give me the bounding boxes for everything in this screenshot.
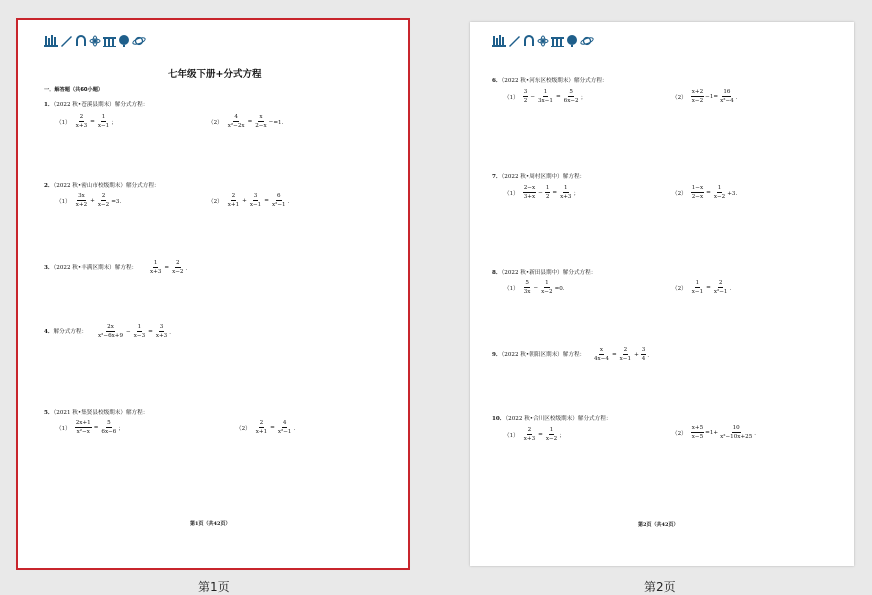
- equation-3: $\frac{1}{x+3}$ = $\frac{2}{x-2}$ ．: [150, 260, 192, 275]
- question-text: 解方程：: [125, 410, 149, 416]
- question-10: [492, 414, 611, 422]
- part-label: （1）: [504, 285, 519, 292]
- section-heading: 一．解答题（共60小题）: [44, 87, 104, 93]
- fraction: $\frac{5}{3x}$: [523, 280, 531, 295]
- fraction: $\frac{x}{4x-4}$: [594, 347, 609, 362]
- fraction: $\frac{6}{\text{x²−1}}$: [271, 193, 286, 208]
- planet-icon: [580, 35, 594, 47]
- part-label: （1）: [504, 432, 519, 439]
- page-number-label-2: 第2页: [644, 580, 676, 594]
- equation-4: $\frac{2x}{\text{x²−6x+9}}$ − $\frac{1}{x-3}$ = $\frac{3}{x+3}$ ．: [98, 324, 175, 339]
- fraction: $\frac{5}{6x-6}$: [101, 420, 117, 435]
- fraction: $\frac{2}{x+1}$: [227, 193, 240, 208]
- question-3: [44, 263, 137, 271]
- question-2: [44, 181, 160, 189]
- question-source: （2022 秋•新田县期中）: [501, 270, 563, 276]
- question-source: （2022 秋•密山市校级期末）: [53, 183, 126, 189]
- part-label: （1）: [504, 94, 519, 101]
- fraction: $\frac{1-x}{2-x}$: [691, 185, 704, 200]
- document-title: 七年级下册+分式方程: [168, 69, 262, 80]
- equation-8-1: （1） $\frac{5}{3x}$ − $\frac{1}{x-2}$ =0．: [504, 280, 569, 295]
- fraction: $\frac{1}{2}$: [545, 185, 550, 200]
- part-label: （1）: [56, 119, 71, 126]
- fraction: $\frac{1}{x-3}$: [133, 324, 146, 339]
- question-source: （2022 秋•河东区校级期末）: [501, 78, 574, 84]
- equation-1-1: （1） $\frac{2}{x+3}$ = $\frac{1}{x-1}$ ；: [56, 114, 117, 129]
- question-number: 8．: [492, 270, 502, 276]
- question-6: [492, 76, 608, 84]
- publisher-logo: [492, 35, 594, 47]
- part-label: （2）: [236, 425, 251, 432]
- ruler-icon: [508, 35, 521, 47]
- fraction: $\frac{1}{x+3}$: [560, 185, 572, 200]
- fraction: $\frac{2}{x+3}$: [523, 427, 536, 442]
- question-source: （2022 秋•合川区校级期末）: [505, 416, 578, 422]
- atom-icon: [89, 35, 101, 47]
- question-text: 解分式方程：: [53, 329, 88, 335]
- equation-10-2: （2） $\frac{x+5}{x-5}$ =1+ $\frac{10}{\text{x²−10x+25}}$ ．: [672, 425, 760, 440]
- equation-8-2: （2） $\frac{1}{x-1}$ = $\frac{2}{\text{x²−1}}$ ．: [672, 280, 736, 295]
- fraction: $\frac{4}{\text{x²−1}}$: [277, 420, 292, 435]
- planet-icon: [132, 35, 146, 47]
- question-text: 解分式方程：: [577, 416, 612, 422]
- question-text: 解分式方程：: [562, 270, 597, 276]
- question-number: 1．: [44, 102, 54, 108]
- equation-7-2: （2） $\frac{1-x}{2-x}$ = $\frac{1}{x-2}$ +3．: [672, 185, 742, 200]
- part-label: （2）: [672, 94, 687, 101]
- bookshelf-icon: [492, 35, 506, 47]
- part-label: （1）: [56, 425, 71, 432]
- page-footer: 第1页（共42页）: [190, 521, 231, 527]
- fraction: $\frac{2-x}{3+x}$: [523, 185, 536, 200]
- question-text: 解方程：: [562, 352, 586, 358]
- fraction: $\frac{1}{x-1}$: [97, 114, 110, 129]
- publisher-logo: [44, 35, 146, 47]
- part-label: （2）: [672, 430, 687, 437]
- fraction: $\frac{x+2}{x-2}$: [691, 89, 704, 104]
- fraction: $\frac{2x+1}{\text{x²−x}}$: [75, 420, 91, 435]
- fraction: $\frac{2}{x+1}$: [255, 420, 268, 435]
- question-number: 5．: [44, 410, 54, 416]
- part-label: （2）: [208, 198, 223, 205]
- question-source: （2021 秋•集贤县校级期末）: [53, 410, 126, 416]
- fraction: $\frac{4}{\text{x²−2x}}$: [227, 114, 245, 129]
- question-source: （2022 秋•朝阳区期末）: [501, 352, 563, 358]
- equation-2-2: （2） $\frac{2}{x+1}$ + $\frac{3}{x-1}$ = $\frac{6}{\text{x²−1}}$ ．: [208, 193, 294, 208]
- fraction: $\frac{2}{x-2}$: [97, 193, 110, 208]
- equation-1-2: （2） $\frac{4}{\text{x²−2x}}$ = $\frac{x}{2-x}$ − =1．: [208, 114, 288, 129]
- question-9: [492, 350, 585, 358]
- part-label: （1）: [504, 190, 519, 197]
- fraction: $\frac{x}{2-x}$: [255, 114, 267, 129]
- fraction: $\frac{1}{x+3}$: [150, 260, 162, 275]
- question-number: 2．: [44, 183, 54, 189]
- question-8: [492, 268, 596, 276]
- fraction: $\frac{1}{3x-1}$: [538, 89, 553, 104]
- globe-icon: [118, 35, 130, 47]
- page-footer: 第2页（共42页）: [638, 522, 679, 528]
- question-number: 4．: [44, 329, 54, 335]
- question-number: 7．: [492, 174, 502, 180]
- question-text: 解分式方程：: [114, 102, 149, 108]
- bookshelf-icon: [44, 35, 58, 47]
- question-source: （2022 秋•苍溪县期末）: [53, 102, 115, 108]
- atom-icon: [537, 35, 549, 47]
- fraction: $\frac{2}{x-1}$: [619, 347, 632, 362]
- fraction: $\frac{x+5}{x-5}$: [691, 425, 704, 440]
- fraction: $\frac{10}{\text{x²−10x+25}}$: [720, 425, 753, 440]
- building-icon: [103, 35, 116, 47]
- question-text: 解分式方程：: [125, 183, 160, 189]
- fraction: $\frac{5}{6x-2}$: [563, 89, 579, 104]
- question-4: [44, 327, 87, 335]
- equation-2-1: （1） $\frac{3x}{x+2}$ + $\frac{2}{x-2}$ =3．: [56, 193, 126, 208]
- ruler-icon: [60, 35, 73, 47]
- fraction: $\frac{2}{x+3}$: [75, 114, 88, 129]
- magnet-icon: [75, 35, 87, 47]
- question-source: （2022 秋•周村区期中）: [501, 174, 563, 180]
- question-1: [44, 100, 148, 108]
- part-label: （2）: [672, 190, 687, 197]
- fraction: $\frac{2x}{\text{x²−6x+9}}$: [98, 324, 124, 339]
- magnet-icon: [523, 35, 535, 47]
- page-1[interactable]: [18, 20, 408, 568]
- page-number-label-1: 第1页: [198, 580, 230, 594]
- building-icon: [551, 35, 564, 47]
- fraction: $\frac{3}{x-1}$: [249, 193, 262, 208]
- question-number: 9．: [492, 352, 502, 358]
- question-text: 解方程：: [562, 174, 586, 180]
- question-source: （2022 秋•丰满区期末）: [53, 265, 115, 271]
- question-7: [492, 172, 585, 180]
- equation-6-2: （2） $\frac{x+2}{x-2}$ −1= $\frac{16}{\text{x²−4}}$ ．: [672, 89, 742, 104]
- fraction: $\frac{1}{x-1}$: [691, 280, 704, 295]
- part-label: （2）: [672, 285, 687, 292]
- part-label: （2）: [208, 119, 223, 126]
- equation-5-2: （2） $\frac{2}{x+1}$ = $\frac{4}{\text{x²−1}}$ ．: [236, 420, 300, 435]
- question-text: 解分式方程：: [573, 78, 608, 84]
- part-label: （1）: [56, 198, 71, 205]
- fraction: $\frac{16}{\text{x²−4}}$: [720, 89, 734, 104]
- fraction: $\frac{2}{x-2}$: [172, 260, 184, 275]
- fraction: $\frac{2}{\text{x²−1}}$: [713, 280, 728, 295]
- question-5: [44, 408, 148, 416]
- fraction: $\frac{3x}{x+2}$: [75, 193, 88, 208]
- fraction: $\frac{3}{4}$: [641, 347, 646, 362]
- fraction: $\frac{1}{x-2}$: [713, 185, 726, 200]
- equation-9: $\frac{x}{4x-4}$ = $\frac{2}{x-1}$ + $\frac{3}{4}$ ．: [594, 347, 653, 362]
- fraction: $\frac{3}{2}$: [523, 89, 528, 104]
- page-2[interactable]: [470, 22, 854, 566]
- fraction: $\frac{3}{x+3}$: [155, 324, 168, 339]
- globe-icon: [566, 35, 578, 47]
- fraction: $\frac{1}{x-2}$: [541, 280, 553, 295]
- question-text: 解方程：: [114, 265, 138, 271]
- equation-10-1: （1） $\frac{2}{x+3}$ = $\frac{1}{x-2}$ ；: [504, 427, 565, 442]
- fraction: $\frac{1}{x-2}$: [545, 427, 558, 442]
- question-number: 10．: [492, 416, 506, 422]
- question-number: 3．: [44, 265, 54, 271]
- equation-7-1: （1） $\frac{2-x}{3+x}$ − $\frac{1}{2}$ = $\frac{1}{x+3}$ ；: [504, 185, 580, 200]
- equation-5-1: （1） $\frac{2x+1}{\text{x²−x}}$ = $\frac{5}{6x-6}$ ；: [56, 420, 124, 435]
- question-number: 6．: [492, 78, 502, 84]
- equation-6-1: （1） $\frac{3}{2}$ − $\frac{1}{3x-1}$ = $\frac{5}{6x-2}$ ；: [504, 89, 587, 104]
